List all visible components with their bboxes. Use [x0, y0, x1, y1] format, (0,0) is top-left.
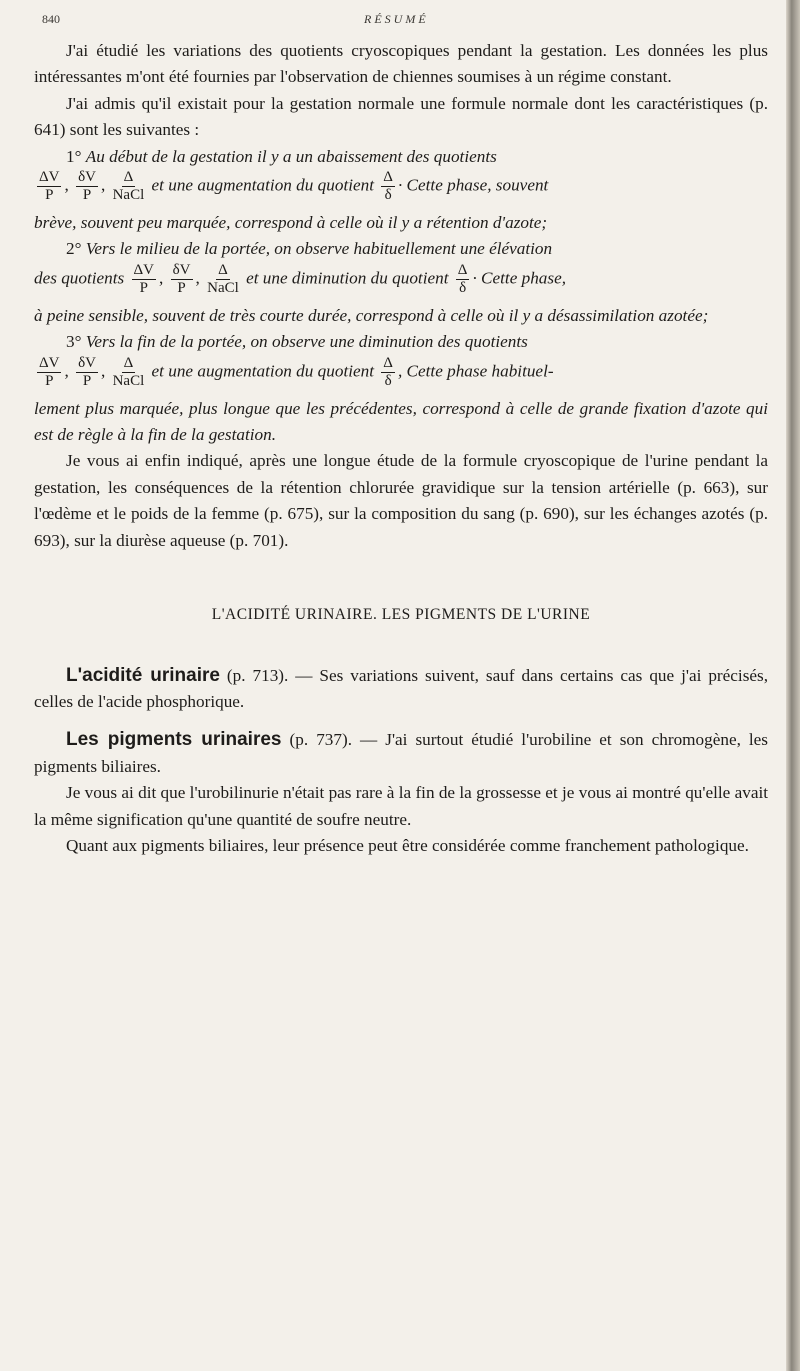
item-3-text: lement plus marquée, plus longue que les précédentes, correspond à celle de grande fixation d'azote qui est de règle à la fin de la gestation. — [34, 398, 768, 445]
conclusion-paragraph: Je vous ai enfin indiqué, après une longue étude de la formule cryoscopique de l'urine pendant la gestation, les conséquences de la rétention chlorurée gravidique sur la tension artérielle (p. 663), sur l'œdème et le poids de la femme (p. 675), sur la composition du sang (p. 690), sur les échanges azotés (p. 693), sur la diurèse aqueuse (p. 701). — [34, 451, 768, 550]
page-body — [34, 38, 768, 859]
fraction: $\frac{\Delta}{\text{NaCl}}$ — [112, 354, 145, 389]
fraction: $\frac{\Delta V}{P}$ — [39, 354, 60, 389]
page-number: 840 — [42, 12, 60, 26]
item-1-text: brève, souvent peu marquée, correspond à celle où il y a rétention d'azote; — [34, 213, 548, 233]
page-edge — [786, 0, 800, 1371]
item-3-heading: 3° Vers la fin de la portée, on observe une diminution des quotients — [66, 332, 528, 352]
section-title: L'ACIDITÉ URINAIRE. LES PIGMENTS DE L'URINE — [211, 606, 591, 624]
intro-paragraph-1: J'ai étudié les variations des quotients cryoscopiques pendant la gestation. Les données les plus intéressantes m'ont été fournies par l'observation de chiennes soumises à un régime constant. — [34, 41, 768, 87]
fraction: $\frac{\Delta}{\delta}$ — [383, 354, 393, 389]
item-3-formula: $\frac{\Delta V}{P}$ , $\frac{\delta V}{P}$ , $\frac{\Delta}{\text{NaCl}}$ et une augmentation du quotient $\frac{\Delta}{\delta}$ , Cette phase habituel- — [39, 354, 554, 389]
pigments-paragraph-2: Je vous ai dit que l'urobilinurie n'était pas rare à la fin de la grossesse et je vous ai montré qu'elle avait la même signification qu'une quantité de soufre neutre. — [34, 783, 768, 829]
fraction: $\frac{\Delta}{\delta}$ — [457, 261, 468, 296]
acidite-paragraph: L'acidité urinaire (p. 713). — Ses variations suivent, sauf dans certains cas que j'ai précisés, celles de l'acide phosphorique. — [34, 664, 768, 711]
running-title: RÉSUMÉ — [364, 12, 429, 26]
fraction: $\frac{\Delta}{\delta}$ — [383, 169, 393, 204]
pigments-paragraph: Les pigments urinaires (p. 737). — J'ai surtout étudié l'urobiline et son chromogène, les pigments biliaires. — [34, 729, 768, 776]
pigments-heading: Les pigments urinaires — [66, 729, 282, 751]
fraction: $\frac{\Delta}{\text{NaCl}}$ — [207, 261, 239, 296]
acidite-heading: L'acidité urinaire — [66, 664, 220, 686]
fraction: $\frac{\Delta}{\text{NaCl}}$ — [112, 169, 145, 204]
item-1-heading: 1° Au début de la gestation il y a un abaissement des quotients — [66, 146, 497, 166]
item-2-formula: des quotients $\frac{\Delta V}{P}$ , $\frac{\delta V}{P}$ , $\frac{\Delta}{\text{NaCl}}$ et une diminution du quotient $\frac{\Delta}{\delta}$ · Cette phase, — [34, 261, 567, 296]
item-2-text: à peine sensible, souvent de très courte durée, correspond à celle où il y a désassimilation azotée; — [34, 305, 709, 325]
fraction: $\frac{\Delta V}{P}$ — [133, 261, 155, 296]
fraction: $\frac{\delta V}{P}$ — [78, 169, 96, 204]
fraction: $\frac{\delta V}{P}$ — [172, 261, 191, 296]
fraction: $\frac{\delta V}{P}$ — [78, 354, 96, 389]
item-1-formula: $\frac{\Delta V}{P}$ , $\frac{\delta V}{P}$ , $\frac{\Delta}{\text{NaCl}}$ et une augmentation du quotient $\frac{\Delta}{\delta}$ · Cette phase, souvent — [39, 169, 549, 204]
fraction: $\frac{\Delta V}{P}$ — [39, 169, 60, 204]
pigments-paragraph-3: Quant aux pigments biliaires, leur présence peut être considérée comme franchement pathologique. — [66, 835, 749, 855]
item-2-heading: 2° Vers le milieu de la portée, on observe habituellement une élévation — [66, 239, 553, 259]
intro-paragraph-2: J'ai admis qu'il existait pour la gestation normale une formule normale dont les caractéristiques (p. 641) sont les suivantes : — [34, 93, 768, 140]
